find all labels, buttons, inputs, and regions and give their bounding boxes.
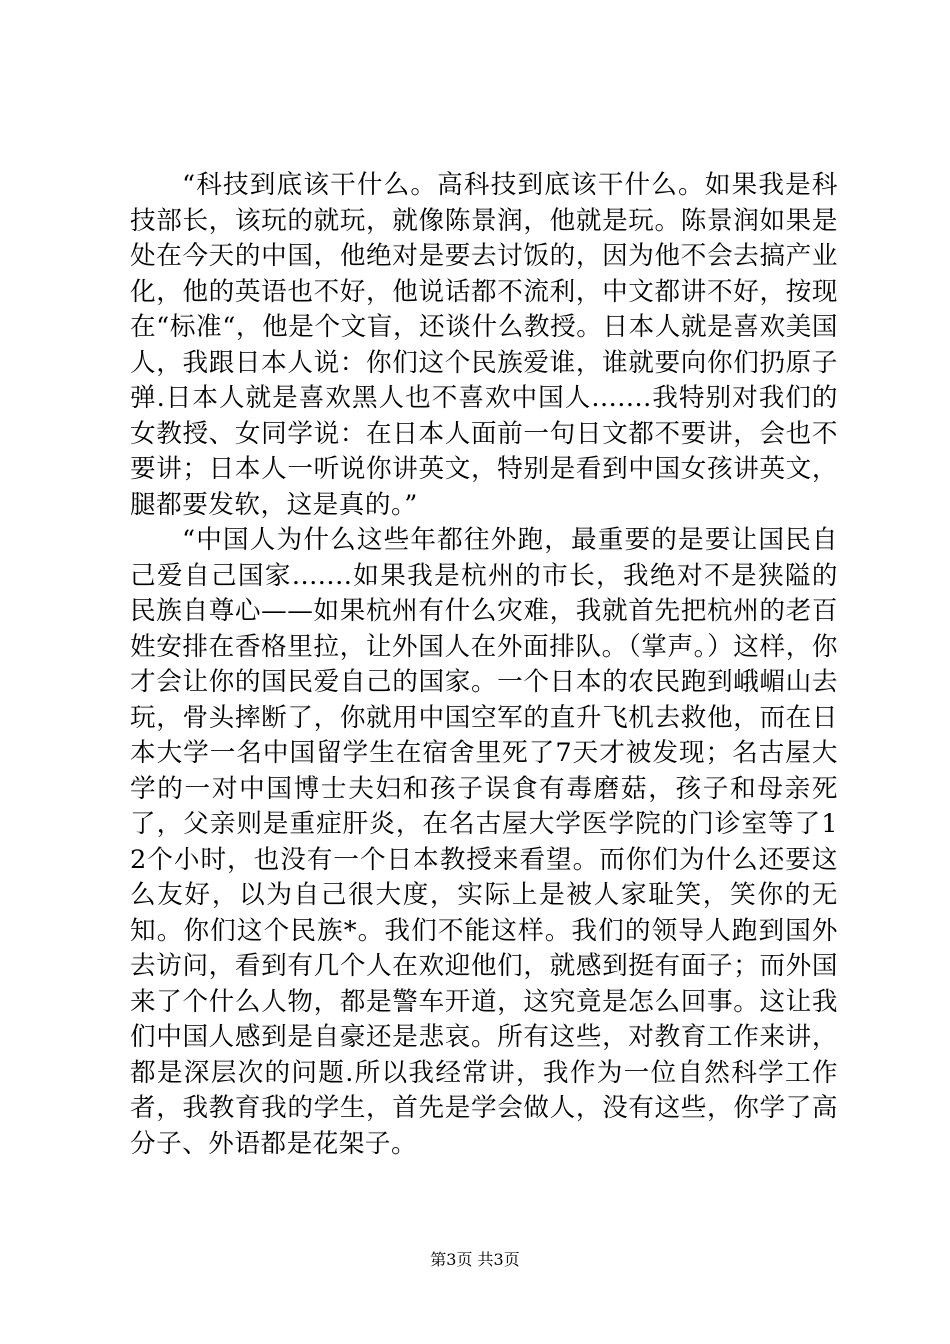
paragraph-2: “中国人为什么这些年都往外跑，最重要的是要让国民自己爱自己国家.......如果我是杭州的市长，我绝对不是狭隘的民族自尊心——如果杭州有什么灾难，我就首先把杭州的老百姓安排在香格里拉，让外国人在外面排队。（掌声。）这样，你才会让你的国民爱自己的国家。一个日本的农民跑到峨嵋山去玩，骨头摔断了，你就用中国空军的直升飞机去救他，而在日本大学一名中国留学生在宿舍里死了7天才被发现；名古屋大学的一对中国博士夫妇和孩子误食有毒磨菇，孩子和母亲死了，父亲则是重症肝炎，在名古屋大学医学院的门诊室等了12个小时，也没有一个日本教授来看望。而你们为什么还要这么友好，以为自己很大度，实际上是被人家耻笑，笑你的无知。你们这个民族*。我们不能这样。我们的领导人跑到国外去访问，看到有几个人在欢迎他们，就感到挺有面子；而外国来了个什么人物，都是警车开道，这究竟是怎么回事。这让我们中国人感到是自豪还是悲哀。所有这些，对教育工作来讲，都是深层次的问题.所以我经常讲，我作为一位自然科学工作者，我教育我的学生，首先是学会做人，没有这些，你学了高分子、外语都是花架子。 [130,525,838,1159]
document-body [130,168,838,1162]
paragraph-1: “科技到底该干什么。高科技到底该干什么。如果我是科技部长，该玩的就玩，就像陈景润，他就是玩。陈景润如果是处在今天的中国，他绝对是要去讨饭的，因为他不会去搞产业化，他的英语也不好，他说话都不流利，中文都讲不好，按现在“标准“，他是个文盲，还谈什么教授。日本人就是喜欢美国人，我跟日本人说：你们这个民族爱谁，谁就要向你们扔原子弹.日本人就是喜欢黑人也不喜欢中国人.......我特别对我们的女教授、女同学说：在日本人面前一句日文都不要讲，会也不要讲；日本人一听说你讲英文，特别是看到中国女孩讲英文，腿都要发软，这是真的。” [130,170,838,520]
page-footer: 第3页 共3页 [430,1250,520,1269]
